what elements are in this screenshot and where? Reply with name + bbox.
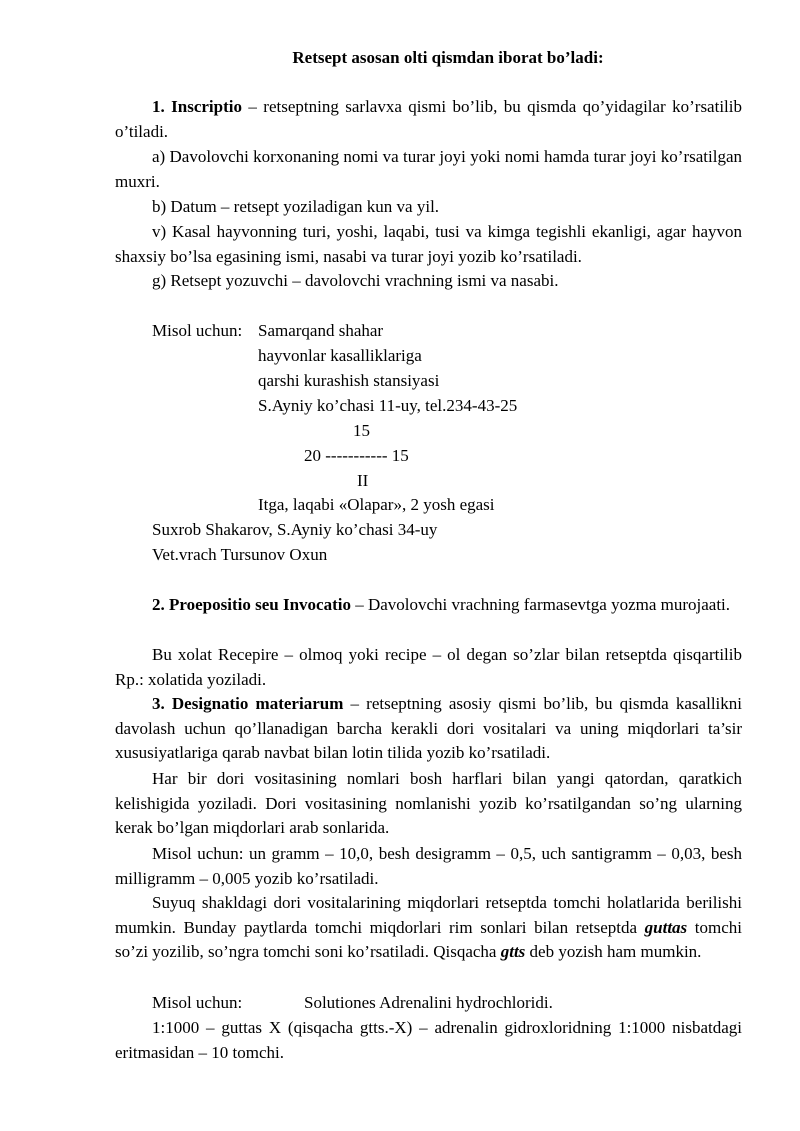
paragraph-4-part-2: tomchi so’zi yozilib, so’ngra tomchi soni ko’rsatiladi. Qisqacha [115,917,743,962]
example-line-3: qarshi kurashish stansiyasi [258,371,440,390]
section-2-text: – Davolovchi vrachning farmasevtga yozma murojaati. [350,595,731,614]
example-line-2: hayvonlar kasalliklariga [258,346,422,365]
section-2-heading: 2. Proepositio seu Invocatio [152,595,351,614]
section-2-intro [115,593,742,618]
section-3-paragraph-4 [115,891,742,965]
example-2-label: Misol uchun: [152,993,243,1012]
example-line-7: Vet.vrach Tursunov Oxun [152,545,328,564]
example-line-6: Suxrob Shakarov, S.Ayniy ko’chasi 34-uy [152,520,438,539]
term-guttas: guttas [644,917,688,937]
example-line-1: Samarqand shahar [258,321,384,340]
section-3-intro [115,692,742,766]
date-month: II [357,471,369,490]
item-g: g) Retsept yozuvchi – davolovchi vrachning ismi va nasabi. [152,271,559,290]
section-1-heading: 1. Inscriptio [152,97,242,116]
item-b: b) Datum – retsept yoziladigan kun va yil. [152,197,440,216]
paragraph-4-part-1: Suyuq shakldagi dori vositalarining miqdorlari retseptda tomchi holatlarida berilishi mumkin. Bunday paytlarda tomchi miqdorlari rim sonlari bilan retseptda [115,893,742,937]
page-title: Retsept asosan olti qismdan iborat bo’ladi: [292,48,604,67]
date-year: 20 ----------- 15 [304,446,409,465]
section-3-heading: 3. Designatio materiarum [152,694,344,713]
section-3-text: – retseptning asosiy qismi bo’lib, bu qismda kasallikni davolash uchun qo’llanadigan barcha kerakli dori vositalari va uning miqdorlari ta’sir xususiyatlariga qarab navbat bilan lotin tilida yozib ko’rsatiladi. [115,694,742,763]
example-2-value: Solutiones Adrenalini hydrochloridi. [304,993,553,1012]
section-1-text: – retseptning sarlavxa qismi bo’lib, bu qismda qo’yidagilar ko’rsatilib o’tiladi. [115,97,742,141]
section-2-paragraph: Bu xolat Recepire – olmoq yoki recipe – ol degan so’zlar bilan retseptda qisqartilib Rp.: xolatida yoziladi. [115,645,742,689]
item-v: v) Kasal hayvonning turi, yoshi, laqabi, tusi va kimga tegishli ekanligi, agar hayvon shaxsiy bo’lsa egasining ismi, nasabi va turar joyi yozib ko’rsatiladi. [115,222,742,266]
item-a: a) Davolovchi korxonaning nomi va turar joyi yoki nomi hamda turar joyi ko’rsatilgan muxri. [115,147,742,191]
example-line-5: Itga, laqabi «Olapar», 2 yosh egasi [258,495,495,514]
example-line-4: S.Ayniy ko’chasi 11-uy, tel.234-43-25 [258,396,518,415]
section-3-paragraph-2: Har bir dori vositasining nomlari bosh harflari bilan yangi qatordan, qaratkich kelishigida yoziladi. Dori vositasining nomlanishi yozib ko’rsatilgandan so’ng ularning kerak bo’lgan miqdorlari arab sonlarida. [115,769,742,838]
section-3-paragraph-5: 1:1000 – guttas X (qisqacha gtts.-X) – adrenalin gidroxloridning 1:1000 nisbatdagi eritmasidan – 10 tomchi. [115,1018,742,1062]
paragraph-4-part-3: deb yozish ham mumkin. [525,942,702,962]
section-3-paragraph-3: Misol uchun: un gramm – 10,0, besh desigramm – 0,5, uch santigramm – 0,03, besh milligramm – 0,005 yozib ko’rsatiladi. [115,844,742,888]
example-label: Misol uchun: [152,321,243,340]
section-1-intro [115,95,742,144]
term-gtts: gtts [500,942,526,962]
date-day: 15 [353,421,370,440]
